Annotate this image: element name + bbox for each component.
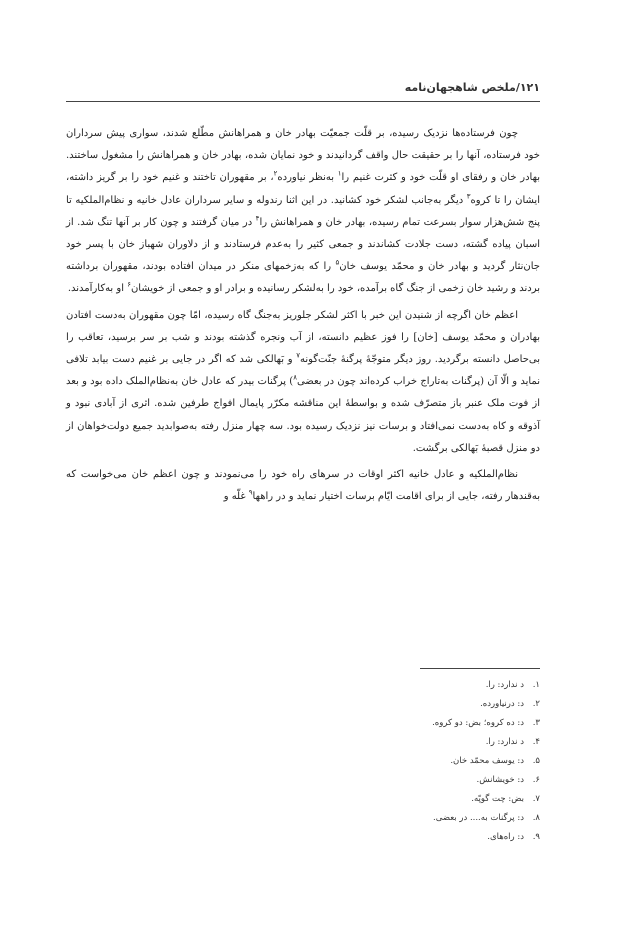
footnote-number: ۸. bbox=[532, 813, 540, 823]
footnote-item bbox=[300, 676, 540, 695]
footnote-text: بض: چت گوپّه. bbox=[471, 794, 524, 804]
footnote-marker: ۳ bbox=[466, 192, 471, 201]
footnote-text: د: خویشانش. bbox=[476, 775, 524, 785]
body-paragraph bbox=[66, 464, 540, 508]
text-run: را که به‌زخمهای منکر در میدان افتاده بودند، مقهوران برداشته بردند و رشید خان زخمی از جنگ گاه برآمده، خود را به‌لشکر رسانیده و برادر او و جمعی از خویشان bbox=[66, 261, 540, 295]
footnote-marker: ۱ bbox=[337, 170, 342, 179]
footnote-number: ۴. bbox=[532, 737, 540, 747]
footnote-marker: ۷ bbox=[296, 351, 300, 360]
footnote-number: ۲. bbox=[532, 699, 540, 709]
footnote-text: د ندارد: را. bbox=[485, 737, 524, 747]
footnote-text: د: راه‌های. bbox=[487, 832, 524, 842]
footnote-item bbox=[300, 809, 540, 828]
footnote-number: ۱. bbox=[532, 680, 540, 690]
footnote-item bbox=[300, 695, 540, 714]
text-run: به‌نظر نیاورده bbox=[277, 172, 338, 184]
footnote-item bbox=[300, 771, 540, 790]
text-run: ) پرگنات بیدر که عادل خان به‌نظام‌الملک داده بود و بعد از فوت ملک عنبر باز متصرّف شده و بواسطهٔ این مناقشه مکرّر پایمال افواج طرفین شده. اثری از آبادی نبود و آذوقه و کاه به‌دست نمی‌افتاد و برسات نیز نزدیک رسیده بود. سه چهار منزل رفته به‌صوابدید جمیع دولت‌خواهان از دو منزل قصبهٔ بَهالکی برگشت. bbox=[66, 376, 540, 454]
footnote-number: ۳. bbox=[532, 718, 540, 728]
text-run: ، بر مقهوران تاختند و غنیم خود را بر گریز داشته، ایشان را تا کروه bbox=[66, 172, 540, 206]
body-paragraph bbox=[66, 305, 540, 460]
footnote-item bbox=[300, 790, 540, 809]
footnote-item bbox=[300, 828, 540, 847]
text-run: نظام‌الملکیه و عادل خانیه اکثر اوقات در سرهای راه خود را می‌نمودند و چون اعظم خان می‌خواست که به‌قندهار رفته، جایی از برای اقامت ایّام برسات اختیار نماید و در راهها bbox=[66, 469, 540, 503]
footnote-item bbox=[300, 752, 540, 771]
footnotes bbox=[300, 676, 540, 847]
footnote-text: د: درنیاورده. bbox=[480, 699, 524, 709]
text-run: در میان گرفتند و چون کار بر آنها تنگ شد. از اسبان پیاده گشته، دست جلادت کشاندند و جمعی کثیر را به‌عدم فرستادند و از دلاوران شهباز خان با پسر خود جان‌نثار گردید و بهادر خان و محمّد یوسف خان bbox=[66, 216, 540, 273]
footnote-marker: ۲ bbox=[273, 170, 278, 179]
footnote-rule bbox=[420, 668, 540, 669]
footnote-text: د: ده کروه؛ بض: دو کروه. bbox=[432, 718, 524, 728]
text-run: اعظم خان اگرچه از شنیدن این خبر با اکثر لشکر جلوریز به‌جنگ گاه رسیده، امّا چون مقهوران به‌دست افتادن بهادران و محمّد یوسف [خان] را فوز عظیم دانسته، از آب ونجره گذشته بودند و شب بر سر برسید، تعاقب را بی‌حاصل دانسته برگردید. روز دیگر متوجّهٔ پرگنهٔ جنّت‌گونه bbox=[66, 309, 540, 366]
footnote-number: ۷. bbox=[532, 794, 540, 804]
body-paragraph bbox=[66, 123, 540, 301]
text-run: غلّه و bbox=[223, 491, 249, 503]
footnote-marker: ۵ bbox=[335, 258, 340, 267]
footnote-marker: ۸ bbox=[293, 373, 297, 382]
footnote-item bbox=[300, 733, 540, 752]
text-run: چون فرستاده‌ها نزدیک رسیده، بر قلّت جمعیّت بهادر خان و همراهانش مطّلع شدند، سواری پیش سرداران خود فرستاده، آنها را بر حقیقت حال واقف گردانیدند و خود نمایان شده، بهادر خان و همراهانش را مشغول ساختند. بهادر خان و رفقای او قلّت خود و کثرت غنیم را bbox=[66, 128, 540, 184]
footnote-marker: ۴ bbox=[255, 214, 260, 223]
footnote-number: ۹. bbox=[532, 832, 540, 842]
footnote-text: د: یوسف محمّد خان. bbox=[450, 756, 524, 766]
footnote-text: د ندارد: را. bbox=[485, 680, 524, 690]
header-rule bbox=[66, 101, 540, 102]
footnote-number: ۶. bbox=[532, 775, 540, 785]
footnote-number: ۵. bbox=[532, 756, 540, 766]
text-run: دیگر به‌جانب لشکر خود کشانید. در این اثنا رندوله و سایر سرداران عادل خانیه و نظام‌الملکیه تا پنج شش‌هزار سوار بسرعت تمام رسیده، بهادر خان و همراهانش را bbox=[66, 194, 540, 228]
running-header: ۱۲۱/ملخص شاهجهان‌نامه bbox=[404, 81, 540, 94]
body-text bbox=[66, 123, 540, 508]
text-run: و بَهالکی شد که اگر در جایی بر غنیم دست بیابد تلافی نماید و الّا آن (پرگنات به‌تاراج خراب کرده‌اند چون در بعضی bbox=[66, 354, 540, 388]
footnote-text: د: پرگنات به.... در بعضی. bbox=[433, 813, 524, 823]
footnote-marker: ۹ bbox=[248, 488, 253, 497]
text-run: او به‌کارآمدند. bbox=[67, 283, 128, 295]
footnote-item bbox=[300, 714, 540, 733]
footnote-marker: ۶ bbox=[127, 281, 131, 290]
